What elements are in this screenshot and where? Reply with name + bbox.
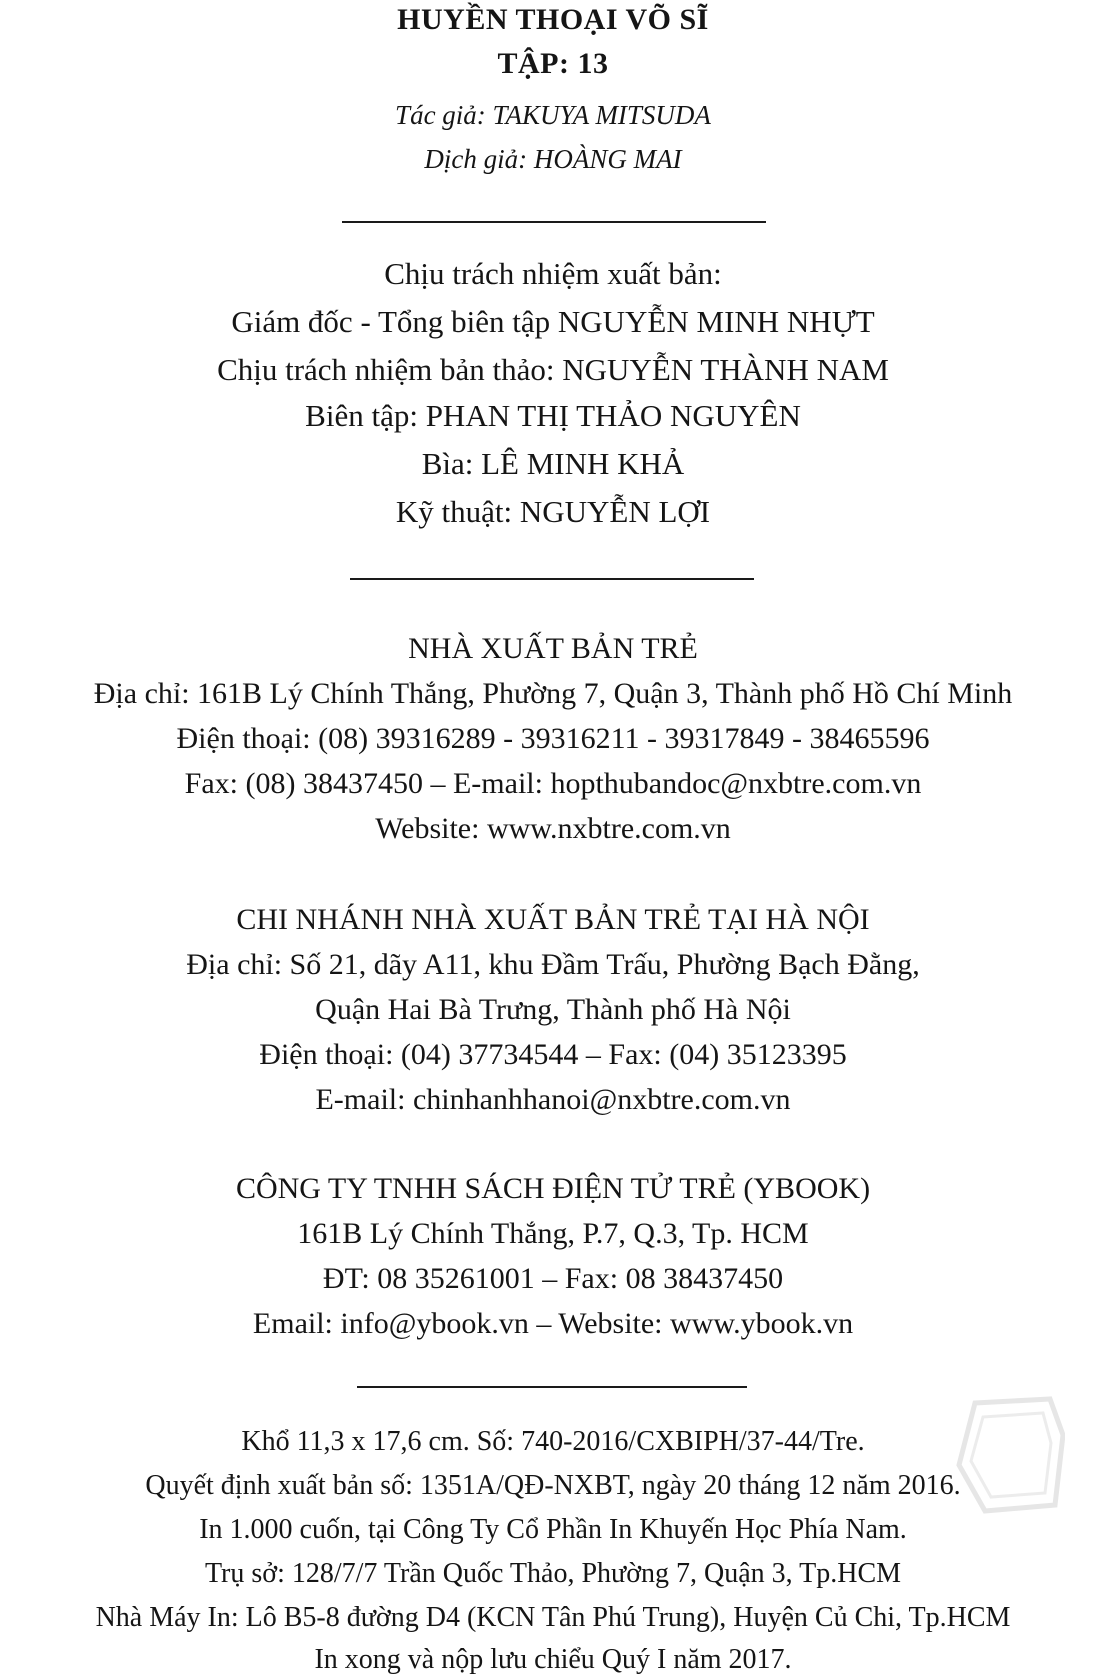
- publisher-phone: Điện thoại: (08) 39316289 - 39316211 - 39317849 - 38465596: [176, 722, 930, 755]
- divider-rule: [357, 1386, 747, 1388]
- translator-credit: Dịch giả: HOÀNG MAI: [424, 144, 682, 174]
- cover-line: Bìa: LÊ MINH KHẢ: [421, 446, 685, 481]
- divider-rule: [342, 221, 766, 223]
- responsibility-heading: Chịu trách nhiệm xuất bản:: [384, 256, 722, 291]
- volume-number: TẬP: 13: [497, 47, 609, 80]
- branch-address-1: Địa chỉ: Số 21, dãy A11, khu Đầm Trấu, Phường Bạch Đằng,: [186, 948, 920, 981]
- legal-deposit: In xong và nộp lưu chiểu Quý I năm 2017.: [314, 1644, 792, 1675]
- branch-email: E-mail: chinhanhhanoi@nxbtre.com.vn: [315, 1083, 791, 1116]
- book-title: HUYỀN THOẠI VÕ SĨ: [397, 3, 709, 36]
- branch-name: CHI NHÁNH NHÀ XUẤT BẢN TRẺ TẠI HÀ NỘI: [236, 903, 870, 936]
- size-registration: Khổ 11,3 x 17,6 cm. Số: 740-2016/CXBIPH/37-44/Tre.: [241, 1426, 865, 1457]
- publisher-fax-email: Fax: (08) 38437450 – E-mail: hopthubandoc@nxbtre.com.vn: [184, 767, 922, 800]
- printer-headquarters: Trụ sở: 128/7/7 Trần Quốc Thảo, Phường 7, Quận 3, Tp.HCM: [204, 1558, 902, 1589]
- printing-factory: Nhà Máy In: Lô B5-8 đường D4 (KCN Tân Phú Trung), Huyện Củ Chi, Tp.HCM: [95, 1602, 1011, 1633]
- branch-address-2: Quận Hai Bà Trưng, Thành phố Hà Nội: [315, 993, 791, 1026]
- ybook-address: 161B Lý Chính Thắng, P.7, Q.3, Tp. HCM: [297, 1217, 809, 1250]
- publisher-website: Website: www.nxbtre.com.vn: [375, 812, 731, 845]
- branch-phone-fax: Điện thoại: (04) 37734544 – Fax: (04) 35123395: [259, 1038, 847, 1071]
- author-credit: Tác giả: TAKUYA MITSUDA: [395, 100, 711, 130]
- publisher-address: Địa chỉ: 161B Lý Chính Thắng, Phường 7, Quận 3, Thành phố Hồ Chí Minh: [93, 677, 1013, 710]
- print-run: In 1.000 cuốn, tại Công Ty Cổ Phần In Khuyến Học Phía Nam.: [199, 1514, 907, 1545]
- publishing-decision: Quyết định xuất bản số: 1351A/QĐ-NXBT, ngày 20 tháng 12 năm 2016.: [145, 1470, 961, 1501]
- publisher-name: NHÀ XUẤT BẢN TRẺ: [408, 632, 698, 665]
- divider-rule: [350, 578, 754, 580]
- manuscript-line: Chịu trách nhiệm bản thảo: NGUYỄN THÀNH NAM: [217, 352, 889, 387]
- watermark-stamp: [955, 1395, 1065, 1515]
- ybook-email-web: Email: info@ybook.vn – Website: www.ybook.vn: [252, 1307, 854, 1340]
- ybook-name: CÔNG TY TNHH SÁCH ĐIỆN TỬ TRẺ (YBOOK): [235, 1172, 871, 1205]
- editor-line: Biên tập: PHAN THỊ THẢO NGUYÊN: [305, 398, 801, 433]
- ybook-phone-fax: ĐT: 08 35261001 – Fax: 08 38437450: [322, 1262, 784, 1295]
- director-line: Giám đốc - Tổng biên tập NGUYỄN MINH NHỰT: [231, 304, 875, 339]
- technical-line: Kỹ thuật: NGUYỄN LỢI: [395, 494, 711, 529]
